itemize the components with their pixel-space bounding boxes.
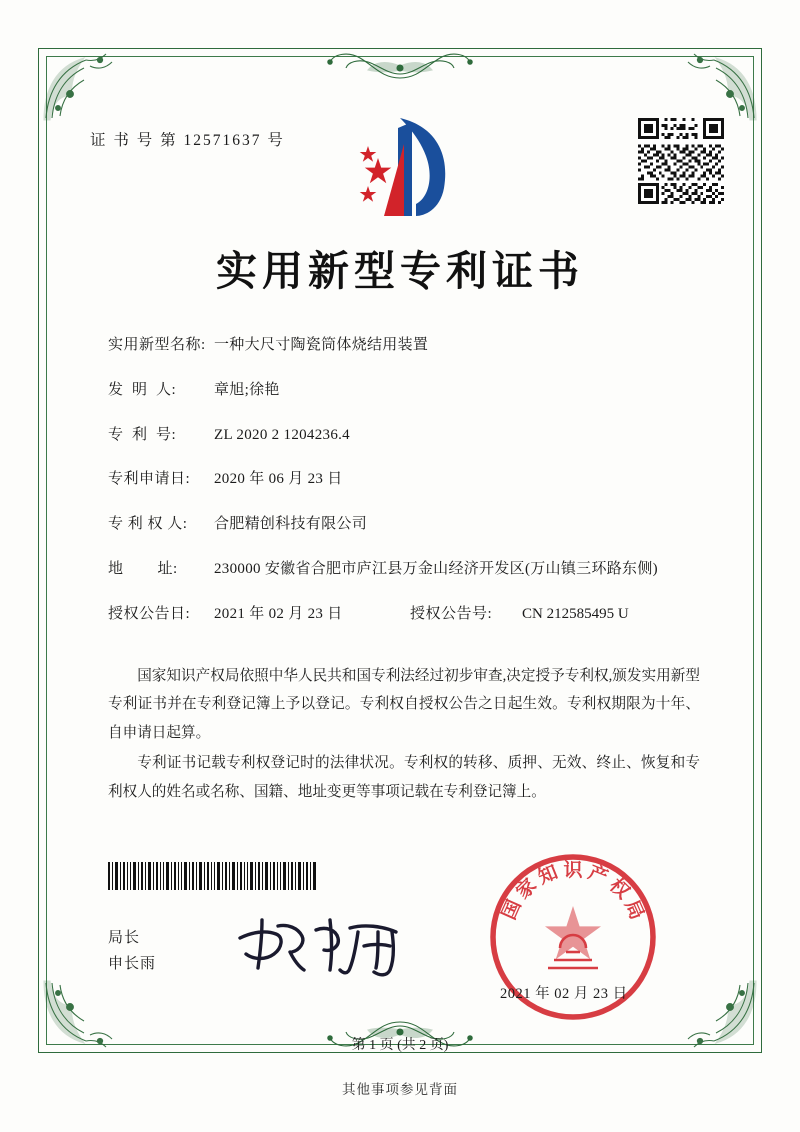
corner-ornament-icon xyxy=(40,50,126,124)
field-value: 2020 年 06 月 23 日 xyxy=(214,471,343,488)
field-row-inventor xyxy=(108,379,704,402)
svg-text:产: 产 xyxy=(585,861,612,889)
svg-text:识: 识 xyxy=(563,859,583,881)
signature-block xyxy=(108,925,156,978)
paragraph-2: 专利证书记载专利权登记时的法律状况。专利权的转移、质押、无效、终止、恢复和专利权人的姓名或名称、国籍、地址变更等事项记载在专利登记簿上。 xyxy=(108,755,700,800)
barcode-icon xyxy=(108,862,316,890)
qr-code-icon xyxy=(638,118,724,204)
field-label: 专利申请日: xyxy=(108,471,191,488)
svg-text:国: 国 xyxy=(497,896,526,923)
handwritten-signature-icon xyxy=(232,908,422,980)
field-label: 发 明 人: xyxy=(108,381,177,398)
field-row-grant xyxy=(108,603,704,626)
field-row-application-date xyxy=(108,468,704,491)
field-row-address xyxy=(108,558,704,581)
svg-text:家: 家 xyxy=(511,874,541,904)
field-label: 专 利 权 人: xyxy=(108,516,188,532)
legal-text xyxy=(108,662,700,808)
footnote: 其他事项参见背面 xyxy=(342,1082,458,1097)
director-name-label: 申长雨 xyxy=(108,956,157,973)
field-label: 实用新型名称: xyxy=(108,337,206,353)
field-label-secondary: 授权公告号: xyxy=(410,605,493,622)
field-label: 地 址: xyxy=(108,560,178,577)
svg-text:知: 知 xyxy=(534,861,561,889)
fields-list xyxy=(108,334,704,647)
field-row-patentee xyxy=(108,513,704,536)
field-value: 230000 安徽省合肥市庐江县万金山经济开发区(万山镇三环路东侧) xyxy=(214,560,658,577)
svg-text:局: 局 xyxy=(620,896,649,923)
corner-ornament-icon xyxy=(674,50,760,124)
page-title: 实用新型专利证书 xyxy=(216,247,584,295)
field-value: 章旭;徐艳 xyxy=(214,381,280,398)
top-center-ornament-icon xyxy=(250,44,550,82)
certificate-number: 证 书 号 第 12571637 号 xyxy=(90,132,285,149)
field-value: ZL 2020 2 1204236.4 xyxy=(214,426,350,443)
field-value: 2021 年 02 月 23 日 xyxy=(214,605,343,622)
svg-text:权: 权 xyxy=(605,874,635,904)
paragraph-1: 国家知识产权局依照中华人民共和国专利法经过初步审查,决定授予专利权,颁发实用新型专利证书并在专利登记簿上予以登记。专利权自授权公告之日起生效。专利权期限为十年、自申请日起算。 xyxy=(108,668,700,741)
field-value: 合肥精创科技有限公司 xyxy=(214,516,368,532)
field-value: 一种大尺寸陶瓷筒体烧结用装置 xyxy=(214,337,429,353)
field-row-name xyxy=(108,334,704,357)
director-title-label: 局长 xyxy=(108,930,141,946)
field-label: 专 利 号: xyxy=(108,426,177,443)
page-number: 第 1 页 (共 2 页) xyxy=(351,1038,449,1053)
field-label: 授权公告日: xyxy=(108,605,191,622)
cnipa-logo-icon xyxy=(338,112,462,224)
field-row-patent-number xyxy=(108,424,704,447)
seal-date: 2021 年 02 月 23 日 xyxy=(500,986,628,1002)
field-value-secondary: CN 212585495 U xyxy=(522,605,629,622)
